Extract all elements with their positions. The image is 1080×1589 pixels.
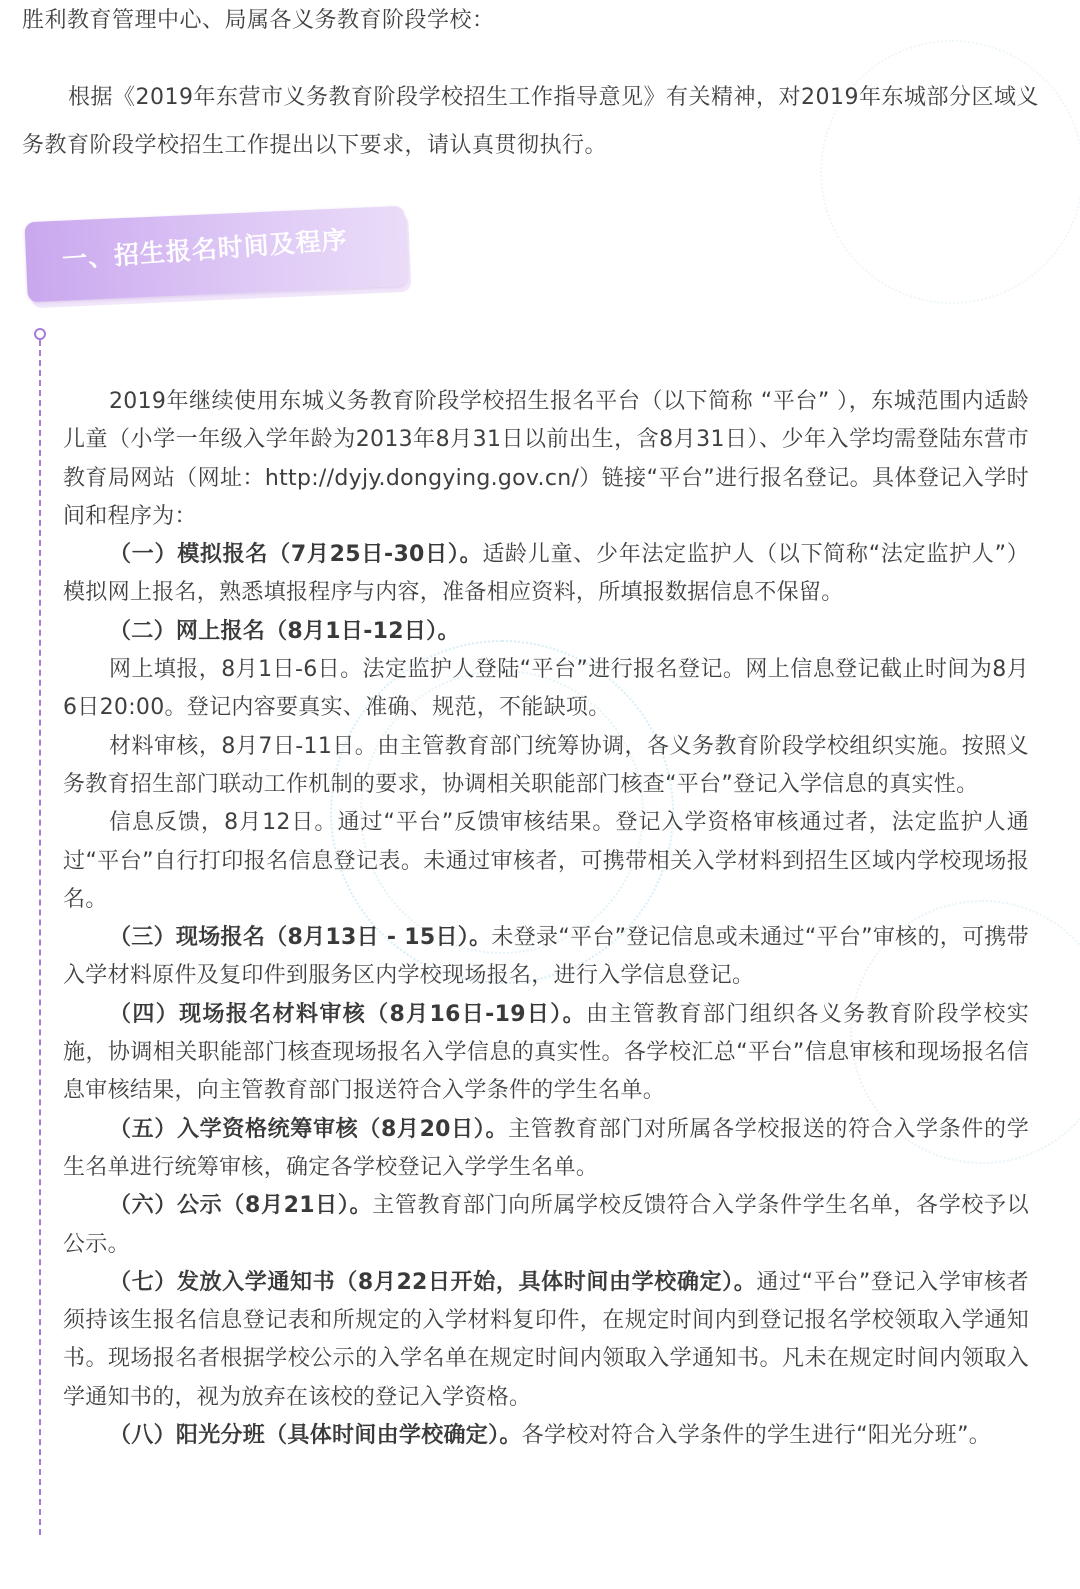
- section-title: 一、招生报名时间及程序: [61, 225, 349, 274]
- paragraph-heading: （二）网上报名（8月1日-12日）。: [109, 618, 460, 644]
- body-paragraph: [63, 383, 1029, 536]
- body-paragraph: [63, 536, 1029, 613]
- body-paragraph: [63, 804, 1029, 919]
- recipients-line: 胜利教育管理中心、局属各义务教育阶段学校：: [22, 8, 495, 33]
- paragraph-text: 通过“平台”登记入学审核者须持该生报名信息登记表和所规定的入学材料复印件，在规定时间内到登记报名学校领取入学通知书。现场报名者根据学校公示的入学名单在规定时间内领取入学通知书。凡未在规定时间内领取入学通知书的，视为放弃在该校的登记入学资格。: [63, 1269, 1029, 1410]
- body-paragraph: [63, 996, 1029, 1111]
- paragraph-text: 主管教育部门对所属各学校报送的符合入学条件的学生名单进行统筹审核，确定各学校登记入学学生名单。: [63, 1116, 1030, 1180]
- body-paragraph: [63, 613, 1029, 651]
- paragraph-text: 2019年继续使用东城义务教育阶段学校招生报名平台（以下简称 “平台” ），东城范围内适龄儿童（小学一年级入学年龄为2013年8月31日以前出生，含8月31日）、少年入学均需登陆东营市教育局网站（网址：http://dyjy.dongying.gov.cn/）链接“平台”进行报名登记。具体登记入学时间和程序为：: [63, 389, 1029, 529]
- timeline-knob-icon: [34, 328, 46, 340]
- body-text: [63, 383, 1029, 1455]
- body-paragraph: [63, 1264, 1029, 1417]
- paragraph-text: 由主管教育部门组织各义务教育阶段学校实施，协调相关职能部门核查现场报名入学信息的真实性。各学校汇总“平台”信息审核和现场报名信息审核结果，向主管教育部门报送符合入学条件的学生名单。: [63, 1001, 1030, 1104]
- paragraph-heading: （三）现场报名（8月13日 - 15日）。: [109, 925, 492, 951]
- intro-paragraph: 根据《2019年东营市义务教育阶段学校招生工作指导意见》有关精神，对2019年东城部分区域义务教育阶段学校招生工作提出以下要求，请认真贯彻执行。: [22, 85, 1039, 158]
- paragraph-text: 主管教育部门向所属学校反馈符合入学条件学生名单，各学校予以公示。: [63, 1193, 1030, 1257]
- timeline-dashed-line: [39, 340, 41, 1535]
- paragraph-text: 各学校对符合入学条件的学生进行“阳光分班”。: [521, 1423, 992, 1449]
- paragraph-heading: （六）公示（8月21日）。: [109, 1193, 373, 1219]
- body-paragraph: [63, 1111, 1029, 1188]
- paragraph-text: 适龄儿童、少年法定监护人（以下简称“法定监护人”）模拟网上报名，熟悉填报程序与内容，准备相应资料，所填报数据信息不保留。: [63, 542, 1030, 606]
- body-paragraph: [63, 651, 1029, 728]
- paragraph-heading: （八）阳光分班（具体时间由学校确定）。: [109, 1423, 522, 1449]
- paragraph-text: 网上填报，8月1日-6日。法定监护人登陆“平台”进行报名登记。网上信息登记截止时间为8月6日20:00。登记内容要真实、准确、规范，不能缺项。: [63, 657, 1029, 721]
- paragraph-heading: （四）现场报名材料审核（8月16日-19日）。: [109, 1001, 587, 1027]
- paragraph-text: 材料审核，8月7日-11日。由主管教育部门统筹协调，各义务教育阶段学校组织实施。按照义务教育招生部门联动工作机制的要求，协调相关职能部门核查“平台”登记入学信息的真实性。: [63, 733, 1029, 797]
- body-paragraph: [63, 919, 1029, 996]
- paragraph-heading: （一）模拟报名（7月25日-30日）。: [109, 542, 483, 568]
- paragraph-heading: （七）发放入学通知书（8月22日开始，具体时间由学校确定）。: [109, 1269, 757, 1295]
- body-paragraph: [63, 728, 1029, 805]
- paragraph-text: 未登录“平台”登记信息或未通过“平台”审核的，可携带入学材料原件及复印件到服务区内学校现场报名，进行入学信息登记。: [63, 925, 1029, 989]
- body-paragraph: [63, 1417, 1029, 1455]
- paragraph-text: 信息反馈，8月12日。通过“平台”反馈审核结果。登记入学资格审核通过者，法定监护人通过“平台”自行打印报名信息登记表。未通过审核者，可携带相关入学材料到招生区域内学校现场报名。: [63, 810, 1029, 912]
- body-paragraph: [63, 1187, 1029, 1264]
- paragraph-heading: （五）入学资格统筹审核（8月20日）。: [109, 1116, 509, 1142]
